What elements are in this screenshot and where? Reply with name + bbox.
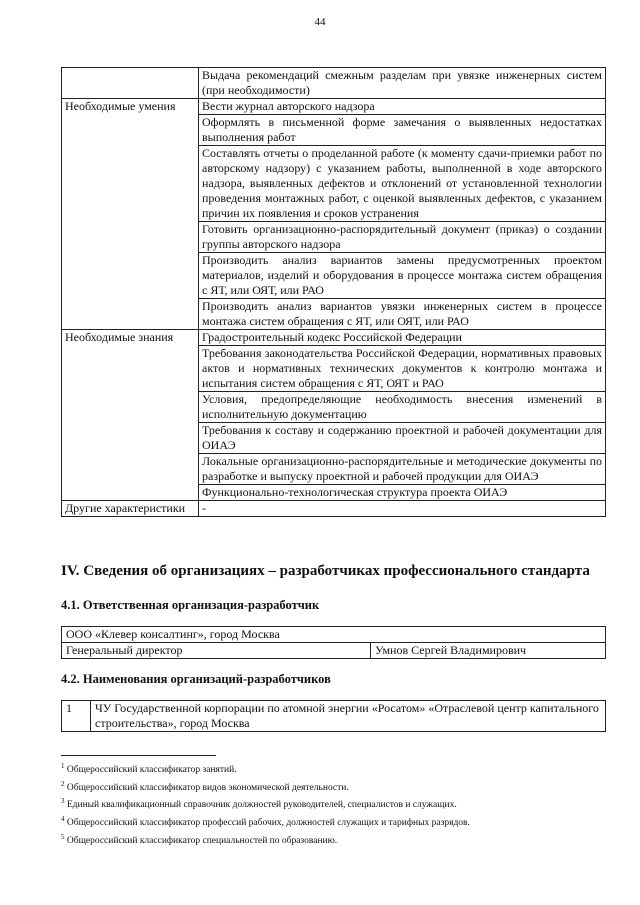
row-text: Производить анализ вариантов увязки инженерных систем в процессе монтажа систем обращения с ЯТ, или ОЯТ, или РАО (199, 299, 606, 330)
row-text: Требования к составу и содержанию проектной и рабочей документации для ОИАЭ (199, 423, 606, 454)
org-name: ООО «Клевер консалтинг», город Москва (62, 627, 606, 643)
footnote: $^3$ Единый квалификационный справочник должностей руководителей, специалистов и служащих. (61, 797, 457, 811)
row-text: Локальные организационно-распорядительные и методические документы по разработке и выпуску проектной и рабочей продукции для ОИАЭ (199, 454, 606, 485)
row-label: Необходимые умения (62, 99, 199, 330)
footnote: $^1$ Общероссийский классификатор занятий. (61, 762, 237, 776)
row-text: Составлять отчеты о проделанной работе (к моменту сдачи-приемки работ по авторскому надзору) с указанием работы, выполненной в ходе авторского надзора, выявленных дефектов и отклонений от установленной технологии проведения монтажных работ, с оценкой выявленных дефектов, с указанием причин их появления и сроков устранения (199, 146, 606, 222)
row-text: Условия, предопределяющие необходимость внесения изменений в исполнительную документацию (199, 392, 606, 423)
org-person: Умнов Сергей Владимирович (371, 643, 606, 659)
row-text: - (199, 501, 606, 517)
footnote: $^5$ Общероссийский классификатор специальностей по образованию. (61, 832, 338, 846)
row-text: Оформлять в письменной форме замечания о выявленных недостатках выполнения работ (199, 115, 606, 146)
table-row (62, 501, 606, 517)
table-row (62, 643, 606, 659)
footnote: $^2$ Общероссийский классификатор видов экономической деятельности. (61, 779, 349, 793)
row-text: Требования законодательства Российской Федерации, нормативных правовых актов и нормативных технических документов к контролю монтажа и испытания систем обращения с ЯТ, ОЯТ и РАО (199, 346, 606, 392)
labor-actions-table (61, 67, 606, 517)
org-position: Генеральный директор (62, 643, 371, 659)
row-label: Необходимые знания (62, 330, 199, 501)
page-number: 44 (314, 16, 326, 28)
row-label (62, 68, 199, 99)
footnote-divider (61, 755, 216, 756)
section-title: IV. Сведения об организациях – разработчиках профессионального стандарта (61, 563, 590, 579)
developer-name: ЧУ Государственной корпорации по атомной энергии «Росатом» «Отраслевой центр капитального строительства», город Москва (91, 701, 606, 732)
subsection-responsible-org: 4.1. Ответственная организация-разработчик (61, 598, 320, 612)
table-row (62, 68, 606, 99)
row-text: Выдача рекомендаций смежным разделам при увязке инженерных систем (при необходимости) (199, 68, 606, 99)
footnotes (61, 760, 470, 848)
developer-number: 1 (62, 701, 91, 732)
table-row (62, 627, 606, 643)
table-row (62, 701, 606, 732)
responsible-org-table (61, 626, 606, 659)
table-row (62, 330, 606, 346)
row-text: Готовить организационно-распорядительный документ (приказ) о создании группы авторского надзора (199, 222, 606, 253)
footnote: $^4$ Общероссийский классификатор профессий рабочих, должностей служащих и тарифных разрядов. (61, 814, 470, 829)
row-text: Функционально-технологическая структура проекта ОИАЭ (199, 485, 606, 501)
row-text: Градостроительный кодекс Российской Федерации (199, 330, 606, 346)
row-text: Вести журнал авторского надзора (199, 99, 606, 115)
table-row (62, 99, 606, 115)
row-label: Другие характеристики (62, 501, 199, 517)
developers-table (61, 700, 606, 732)
subsection-developers: 4.2. Наименования организаций-разработчиков (61, 672, 331, 686)
row-text: Производить анализ вариантов замены предусмотренных проектом материалов, изделий и оборудования в процессе монтажа систем обращения с ЯТ, или ОЯТ, или РАО (199, 253, 606, 299)
